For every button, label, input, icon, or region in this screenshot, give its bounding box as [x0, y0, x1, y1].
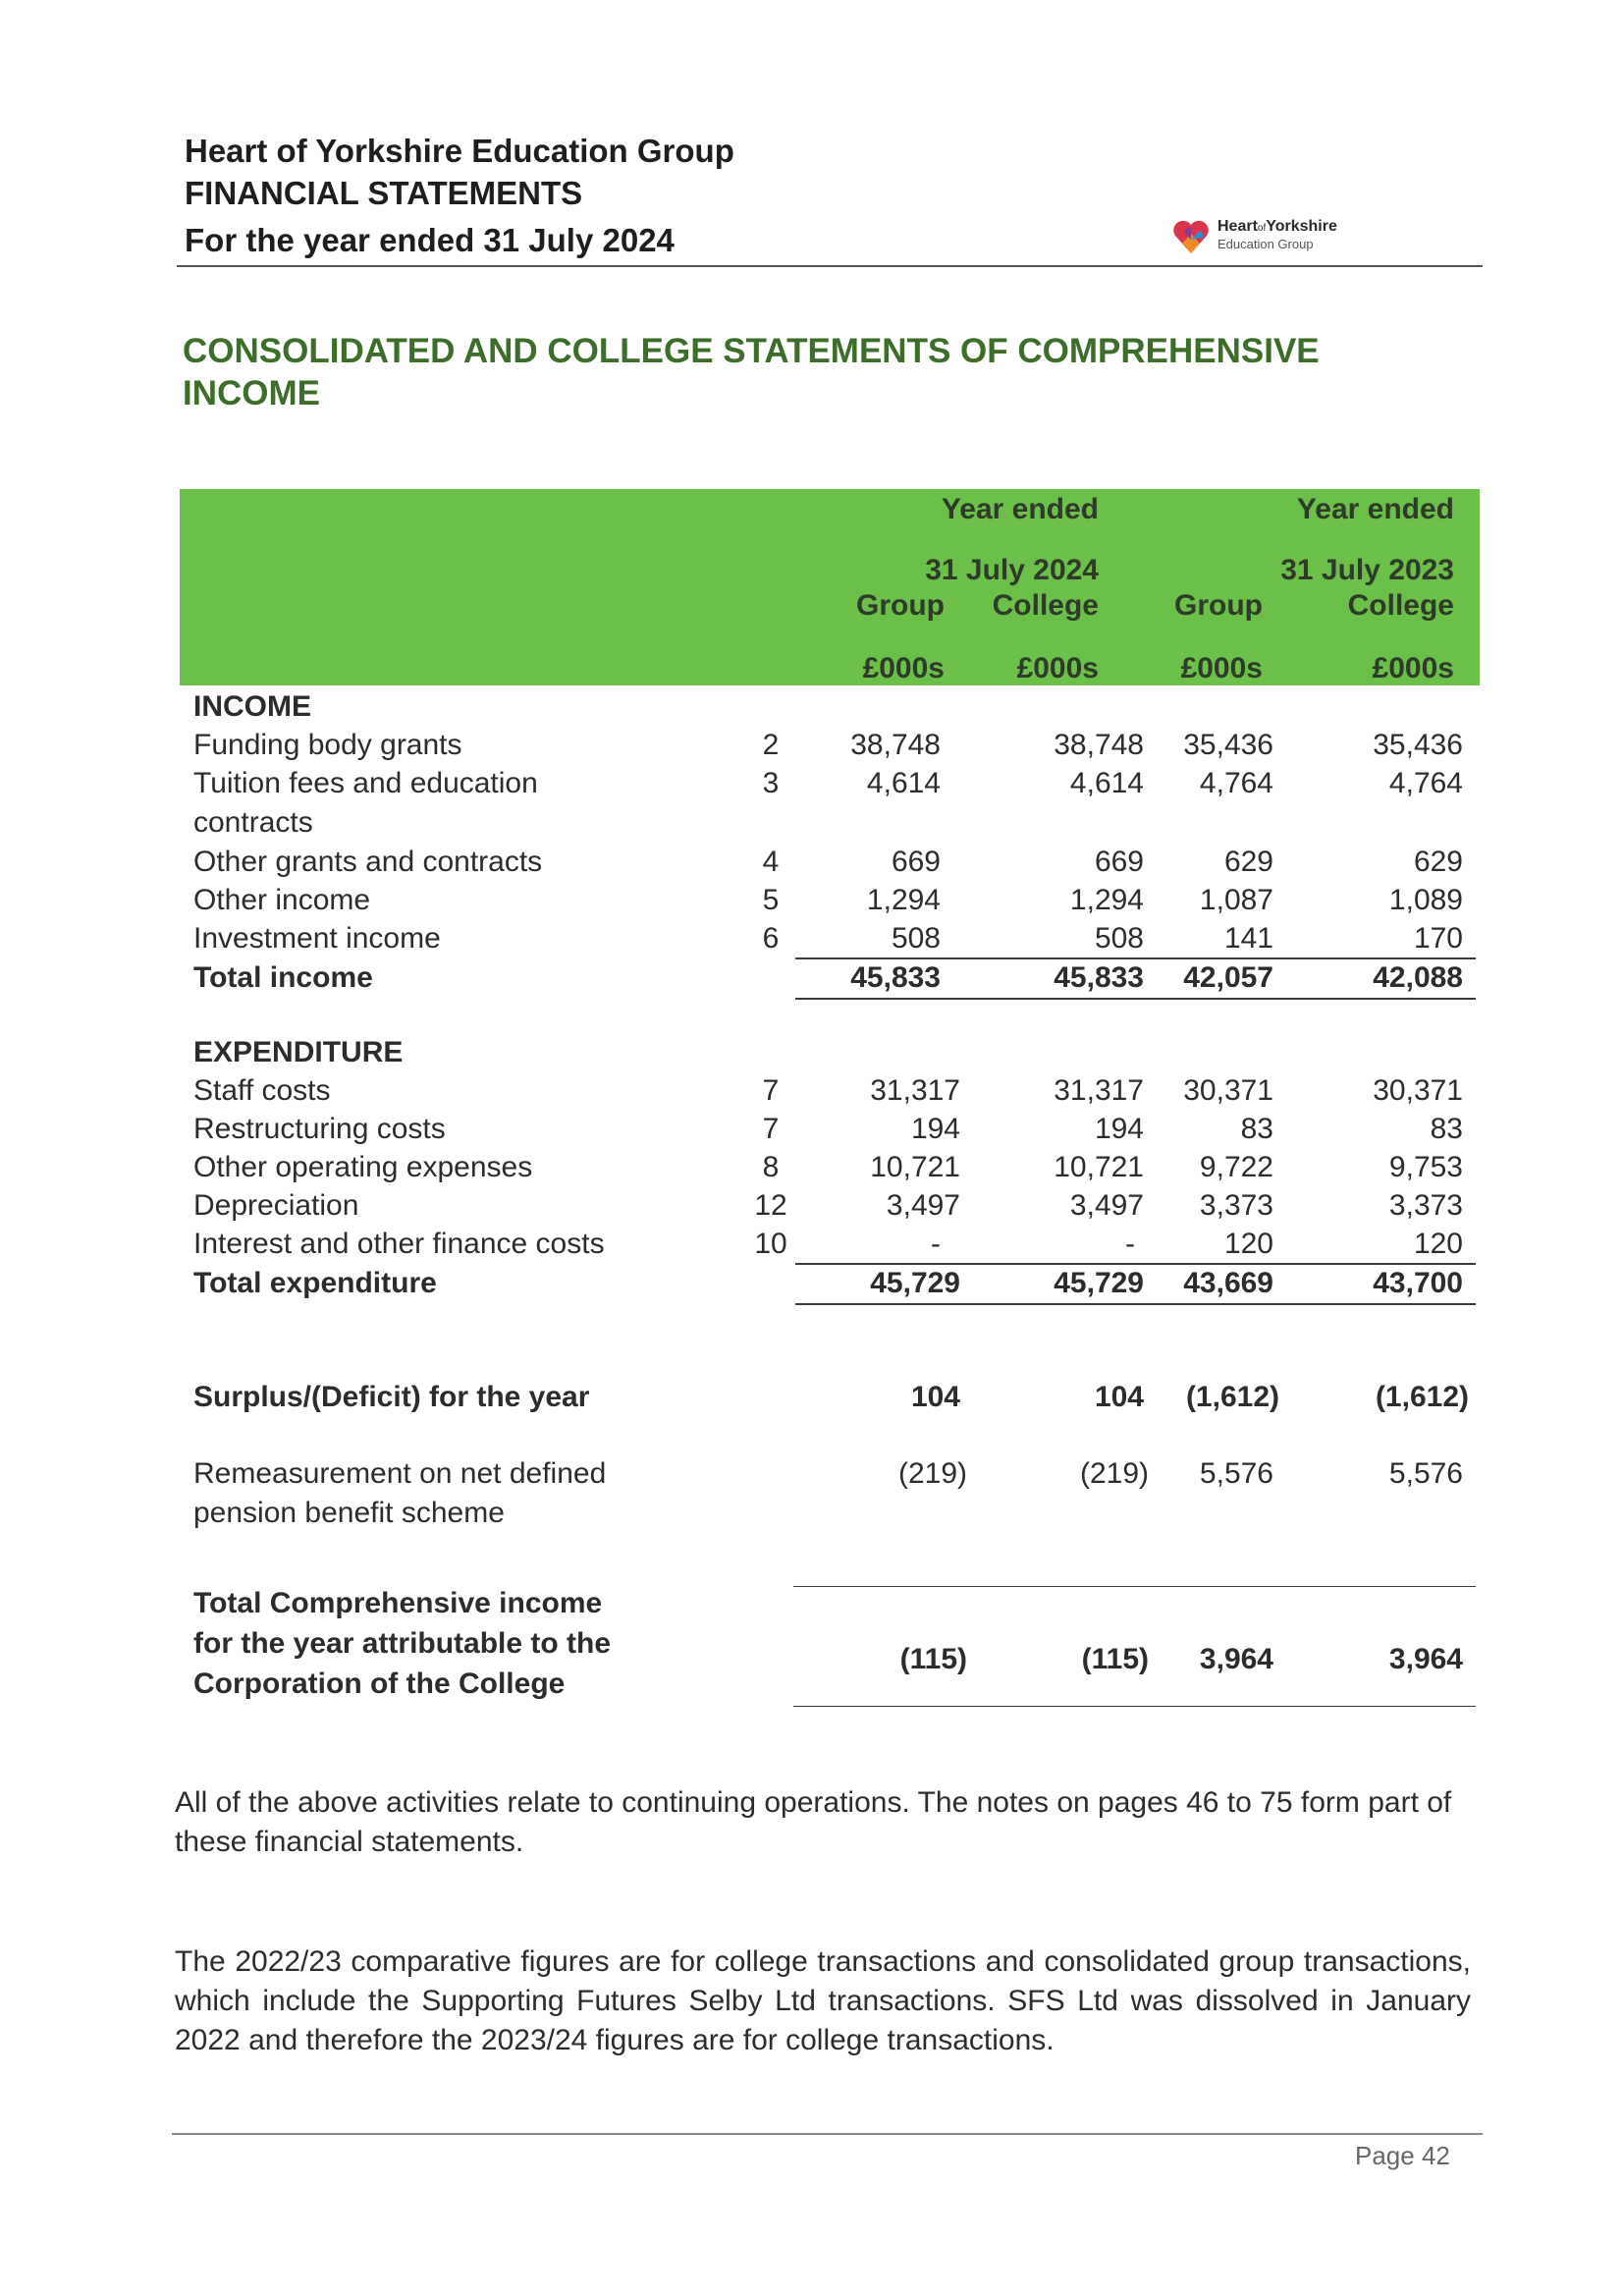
org-name: Heart of Yorkshire Education Group [185, 133, 734, 169]
header-rule [177, 265, 1483, 267]
footer-rule [172, 2133, 1483, 2135]
logo-text: HeartofYorkshire [1217, 218, 1337, 235]
date-2023: 31 July 2023 [1280, 554, 1454, 586]
col-group-2024: Group [856, 589, 945, 622]
comprehensive-bottom-rule [793, 1706, 1476, 1707]
income-total-rule [795, 998, 1476, 1000]
comprehensive-top-rule [793, 1586, 1476, 1587]
col-college-2023: College [1347, 589, 1454, 622]
statement-title: CONSOLIDATED AND COLLEGE STATEMENTS OF COMPREHENSIVE INCOME [183, 332, 1320, 412]
heart-logo-icon [1170, 216, 1212, 257]
income-heading: INCOME [193, 690, 311, 723]
unit-group-2023: £000s [1180, 652, 1263, 684]
col-group-2023: Group [1174, 589, 1263, 622]
date-2024: 31 July 2024 [925, 554, 1099, 586]
period: For the year ended 31 July 2024 [185, 222, 675, 258]
expenditure-total-rule [795, 1303, 1476, 1305]
notes-paragraph-2: The 2022/23 comparative figures are for college transactions and consolidated group transactions, which include the Supporting Futures Selby Ltd transactions. SFS Ltd was dissolved in January 2022 and therefore the 2023/24 figures are for college transactions. [175, 1945, 1471, 2056]
page-number: Page 42 [1355, 2141, 1450, 2170]
group-logo [1170, 214, 1396, 261]
unit-group-2024: £000s [862, 652, 945, 684]
year-ended-2023: Year ended [1296, 493, 1454, 525]
unit-college-2024: £000s [1016, 652, 1099, 684]
expenditure-subtotal-rule [795, 1263, 1476, 1265]
col-college-2024: College [992, 589, 1099, 622]
table-header-band [180, 489, 1480, 685]
income-subtotal-rule [795, 957, 1476, 959]
expenditure-heading: EXPENDITURE [193, 1036, 404, 1068]
notes-paragraph-1: All of the above activities relate to continuing operations. The notes on pages 46 to 75 form part of these financial statements. [175, 1786, 1452, 1858]
logo-subtext: Education Group [1217, 237, 1314, 251]
document-title: FINANCIAL STATEMENTS [185, 175, 583, 211]
year-ended-2024: Year ended [941, 493, 1099, 525]
unit-college-2023: £000s [1372, 652, 1454, 684]
